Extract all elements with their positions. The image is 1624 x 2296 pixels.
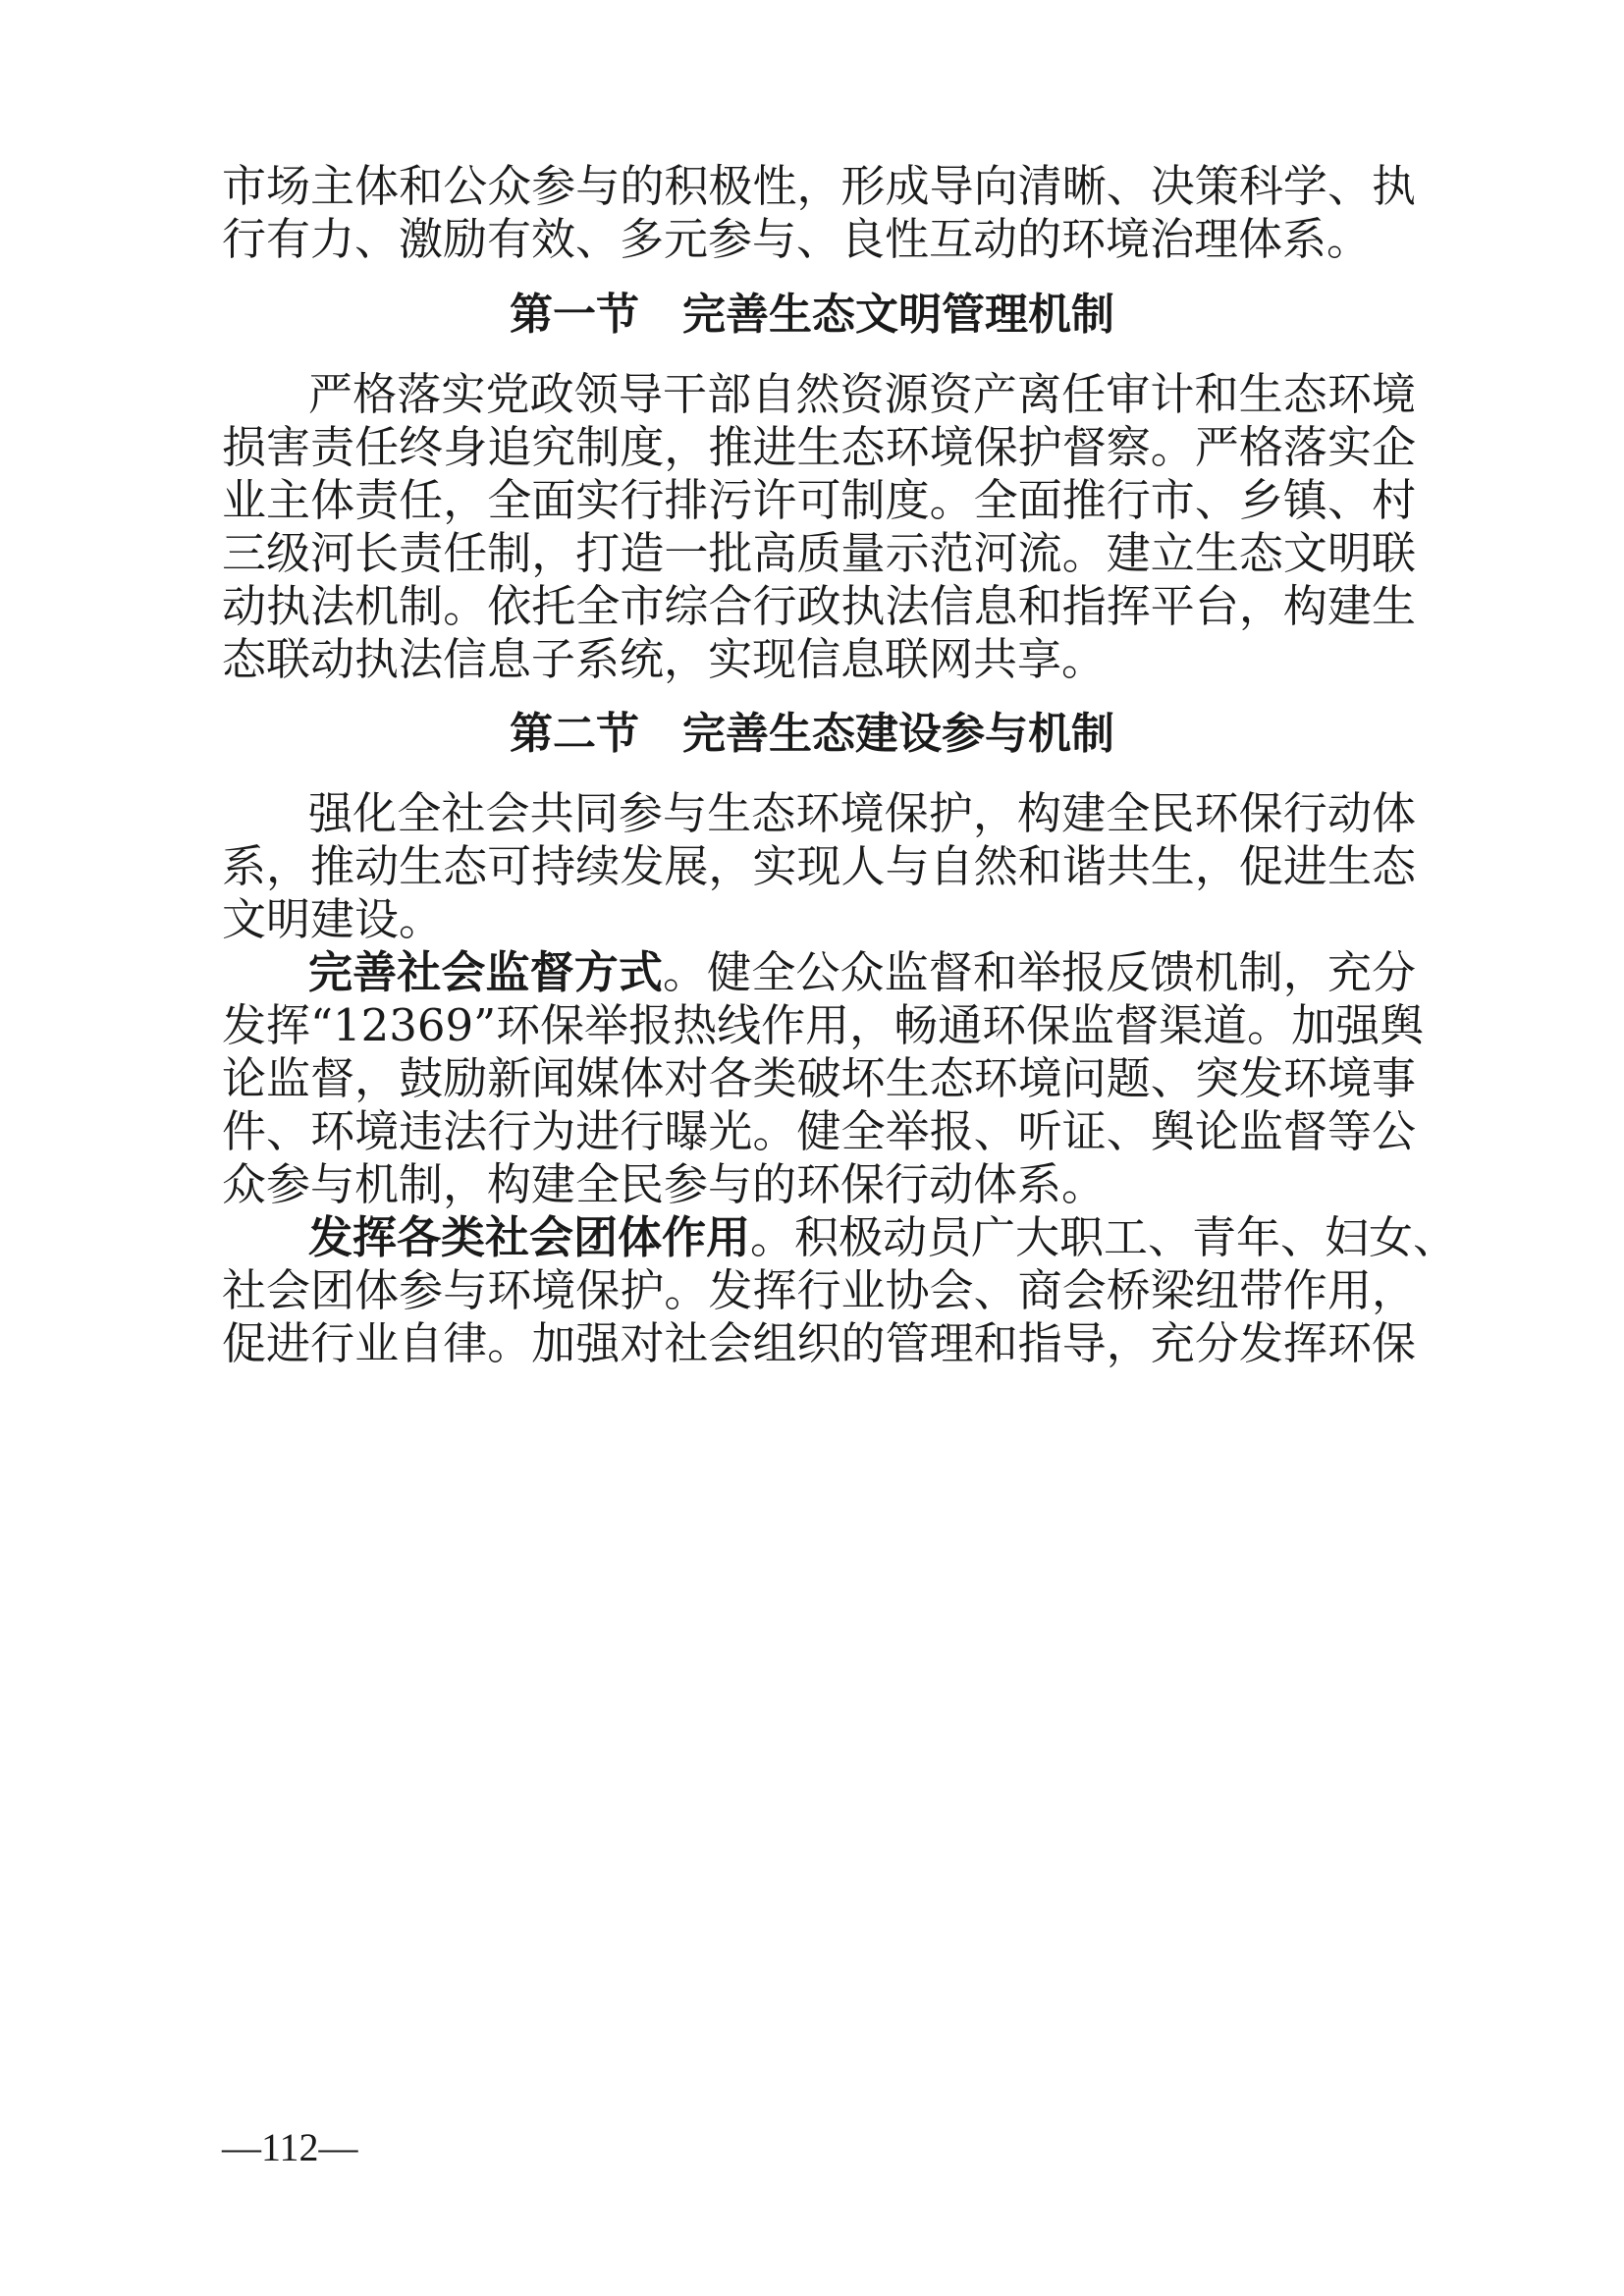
section-2-intro-line-1: 强化全社会共同参与生态环境保护，构建全民环保行动体 [308, 787, 1416, 839]
section-1-line-3: 业主体责任，全面实行排污许可制度。全面推行市、乡镇、村 [222, 474, 1416, 526]
paragraph-text: 。积极动员广大职工、青年、妇女、 [750, 1211, 1458, 1263]
paragraph-social-groups-line-1 [308, 1208, 1458, 1267]
section-2-heading: 第二节 完善生态建设参与机制 [510, 709, 1114, 759]
intro-line-1: 市场主体和公众参与的积极性，形成导向清晰、决策科学、执 [222, 160, 1416, 212]
bold-lead-social-groups: 发挥各类社会团体作用 [308, 1211, 751, 1263]
paragraph-social-supervision-line-2: 发挥“12369”环保举报热线作用，畅通环保监督渠道。加强舆 [222, 999, 1425, 1051]
paragraph-social-supervision-line-4: 件、环境违法行为进行曝光。健全举报、听证、舆论监督等公 [222, 1105, 1416, 1157]
paragraph-text: 。健全公众监督和举报反馈机制，充分 [663, 946, 1416, 998]
section-2-intro-line-3: 文明建设。 [222, 893, 444, 945]
intro-line-2: 行有力、激励有效、多元参与、良性互动的环境治理体系。 [222, 213, 1372, 265]
paragraph-social-supervision-line-3: 论监督，鼓励新闻媒体对各类破坏生态环境问题、突发环境事 [222, 1052, 1416, 1104]
section-1-line-1: 严格落实党政领导干部自然资源资产离任审计和生态环境 [308, 368, 1416, 420]
section-1-heading: 第一节 完善生态文明管理机制 [510, 290, 1114, 340]
section-1-line-5: 动执法机制。依托全市综合行政执法信息和指挥平台，构建生 [222, 580, 1416, 632]
paragraph-social-supervision-line-1 [308, 943, 1416, 1002]
paragraph-social-groups-line-3: 促进行业自律。加强对社会组织的管理和指导，充分发挥环保 [222, 1317, 1416, 1369]
section-1-line-2: 损害责任终身追究制度，推进生态环境保护督察。严格落实企 [222, 421, 1416, 473]
section-1-line-4: 三级河长责任制，打造一批高质量示范河流。建立生态文明联 [222, 527, 1416, 579]
section-1-line-6: 态联动执法信息子系统，实现信息联网共享。 [222, 633, 1107, 685]
page-number: —112— [222, 2125, 358, 2169]
paragraph-social-groups-line-2: 社会团体参与环境保护。发挥行业协会、商会桥梁纽带作用， [222, 1264, 1416, 1316]
paragraph-social-supervision-line-5: 众参与机制，构建全民参与的环保行动体系。 [222, 1158, 1107, 1210]
bold-lead-social-supervision: 完善社会监督方式 [308, 946, 663, 998]
section-2-intro-line-2: 系，推动生态可持续发展，实现人与自然和谐共生，促进生态 [222, 840, 1416, 892]
